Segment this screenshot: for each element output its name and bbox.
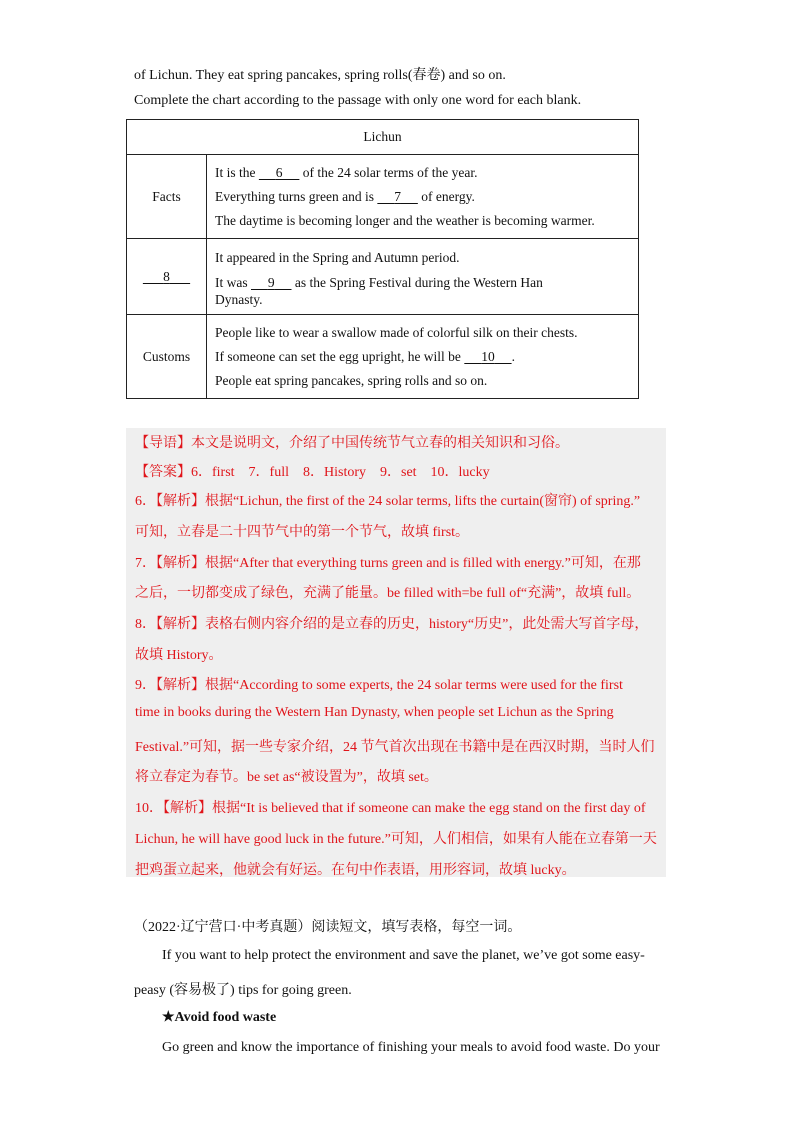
answer-line: 6．【解析】根据“Lichun, the first of the 24 solar terms, lifts the curtain(窗帘) of spring.” — [135, 494, 641, 509]
answer-line: 10．【解析】根据“It is believed that if someone can make the egg stand on the first day of — [135, 801, 646, 816]
answer-line: 将立春定为春节。be set as“被设置为”，故填 set。 — [135, 770, 438, 785]
answer-line: 8．【解析】表格右侧内容介绍的是立春的历史，history“历史”，此处需大写首字母， — [135, 617, 649, 632]
answer-line: 7．【解析】根据“After that everything turns green and is filled with energy.”可知，在那 — [135, 556, 641, 571]
customs-row-1: People like to wear a swallow made of colorful silk on their chests. — [215, 324, 578, 340]
answer-line: 之后，一切都变成了绿色，充满了能量。be filled with=be full of“充满”，故填 full。 — [135, 586, 641, 601]
blank-7: 7 — [394, 188, 401, 204]
history-row-1: It appeared in the Spring and Autumn period. — [215, 249, 460, 265]
answer-line: 把鸡蛋立起来，他就会有好运。在句中作表语，用形容词，故填 lucky。 — [135, 863, 576, 878]
facts-row-2: Everything turns green and is 7 of energy. — [215, 185, 630, 209]
paragraph-1-line-2: peasy (容易极了) tips for going green. — [134, 983, 352, 998]
history-row-2: It was 9 as the Spring Festival during the Western Han — [215, 274, 543, 290]
intro-line-1: of Lichun. They eat spring pancakes, spring rolls(春卷) and so on. — [134, 68, 506, 83]
paragraph-1-line-1: If you want to help protect the environment and save the planet, we’ve got some easy- — [162, 948, 645, 963]
customs-content — [207, 315, 639, 399]
facts-row-3: The daytime is becoming longer and the weather is becoming warmer. — [215, 212, 595, 228]
facts-label: Facts — [127, 155, 207, 239]
history-row-3: Dynasty. — [215, 291, 263, 307]
chart-header: Lichun — [127, 120, 639, 155]
facts-content — [207, 155, 639, 239]
answer-explanation-box — [126, 428, 666, 877]
customs-row-2: If someone can set the egg upright, he will be 10 . — [215, 345, 630, 369]
history-label — [127, 239, 207, 315]
question-source: （2022·辽宁营口·中考真题）阅读短文，填写表格，每空一词。 — [134, 920, 522, 935]
answer-line: 故填 History。 — [135, 648, 223, 663]
history-content — [207, 239, 639, 315]
blank-8: 8 — [163, 268, 170, 284]
blank-9: 9 — [267, 274, 275, 290]
answer-line: time in books during the Western Han Dynasty, when people set Lichun as the Spring — [135, 705, 614, 720]
customs-row-3: People eat spring pancakes, spring rolls and so on. — [215, 372, 488, 388]
lichun-chart — [126, 119, 639, 399]
chart-instruction: Complete the chart according to the passage with only one word for each blank. — [134, 93, 582, 108]
section-heading: ★Avoid food waste — [162, 1010, 277, 1025]
facts-row-1: It is the 6 of the 24 solar terms of the year. — [215, 161, 630, 185]
answer-line: 【答案】6．first 7．full 8．History 9．set 10．lucky — [135, 465, 490, 480]
blank-6: 6 — [275, 164, 283, 180]
answer-line: Lichun, he will have good luck in the future.”可知，人们相信，如果有人能在立春第一天 — [135, 832, 657, 847]
blank-10: 10 — [481, 348, 495, 364]
answer-line: 可知，立春是二十四节气中的第一个节气，故填 first。 — [135, 525, 470, 540]
customs-label: Customs — [127, 315, 207, 399]
answer-line: 9．【解析】根据“According to some experts, the 24 solar terms were used for the first — [135, 678, 623, 693]
paragraph-2-line-1: Go green and know the importance of finishing your meals to avoid food waste. Do your — [162, 1040, 660, 1055]
answer-line: Festival.”可知，据一些专家介绍，24 节气首次出现在书籍中是在西汉时期，当时人们 — [135, 740, 655, 755]
answer-line: 【导语】本文是说明文，介绍了中国传统节气立春的相关知识和习俗。 — [135, 436, 569, 451]
